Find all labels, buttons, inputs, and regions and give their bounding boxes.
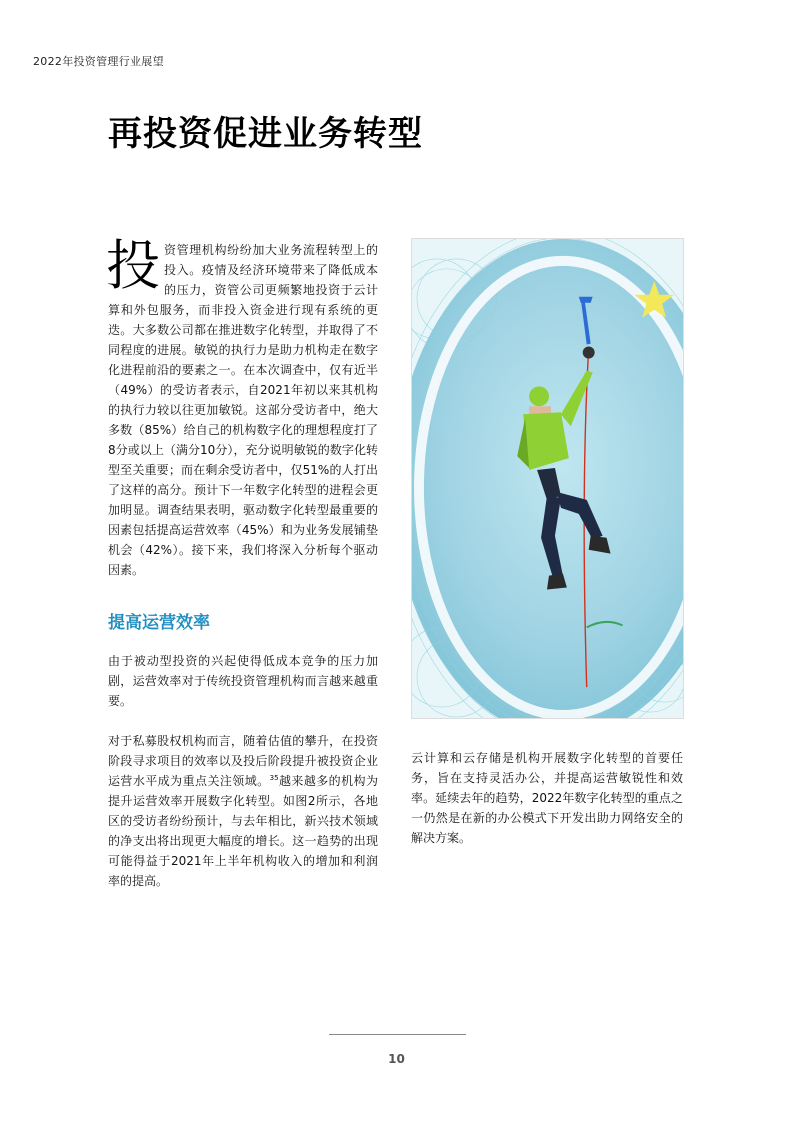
section-paragraph-2 bbox=[108, 731, 378, 891]
footnote-marker: 35 bbox=[269, 774, 279, 782]
right-column bbox=[411, 748, 683, 848]
paragraph-2-lead: 对于私募股权机构而言，随着估值的攀升，在投资阶段寻求项目的效率以及投后阶段提升被投资企业运营水平成为重点关注领域。 bbox=[108, 734, 378, 788]
drop-cap: 投 bbox=[106, 234, 160, 297]
intro-text: 资管理机构纷纷加大业务流程转型上的投入。疫情及经济环境带来了降低成本的压力，资管公司更频繁地投资于云计算和外包服务，而非投入资金进行现有系统的更迭。大多数公司都在推进数字化转型，并取得了不同程度的进展。敏锐的执行力是助力机构走在数字化进程前沿的要素之一。在本次调查中，仅有近半（49%）的受访者表示，自2021年初以来其机构的执行力较以往更加敏锐。这部分受访者中，绝大多数（85%）给自己的机构数字化的理想程度打了8分或以上（满分10分），充分说明敏锐的数字化转型至关重要；而在剩余受访者中，仅51%的人打出了这样的高分。预计下一年数字化转型的进程会更加明显。调查结果表明，驱动数字化转型最重要的因素包括提高运营效率（45%）和为业务发展铺垫机会（42%）。接下来，我们将深入分析每个驱动因素。 bbox=[108, 243, 378, 577]
footer-divider bbox=[329, 1034, 466, 1035]
section-paragraph-1: 由于被动型投资的兴起使得低成本竞争的压力加剧，运营效率对于传统投资管理机构而言越来越重要。 bbox=[108, 654, 378, 708]
ice-climber-photo bbox=[411, 238, 684, 719]
page-title: 再投资促进业务转型 bbox=[108, 114, 423, 154]
section-heading: 提高运营效率 bbox=[108, 613, 210, 633]
ice-climber-illustration bbox=[412, 239, 683, 718]
right-paragraph: 云计算和云存储是机构开展数字化转型的首要任务，旨在支持灵活办公，并提高运营敏锐性和效率。延续去年的趋势，2022年数字化转型的重点之一仍然是在新的办公模式下开发出助力网络安全的解决方案。 bbox=[411, 751, 683, 845]
paragraph-2-rest: 越来越多的机构为提升运营效率开展数字化转型。如图2所示，各地区的受访者纷纷预计，与去年相比，新兴技术领域的净支出将出现更大幅度的增长。这一趋势的出现可能得益于2021年上半年机构收入的增加和利润率的提高。 bbox=[108, 774, 378, 888]
page-number: 10 bbox=[388, 1052, 405, 1066]
report-header: 2022年投资管理行业展望 bbox=[33, 55, 164, 68]
intro-paragraph bbox=[106, 234, 378, 580]
left-column bbox=[106, 234, 378, 891]
